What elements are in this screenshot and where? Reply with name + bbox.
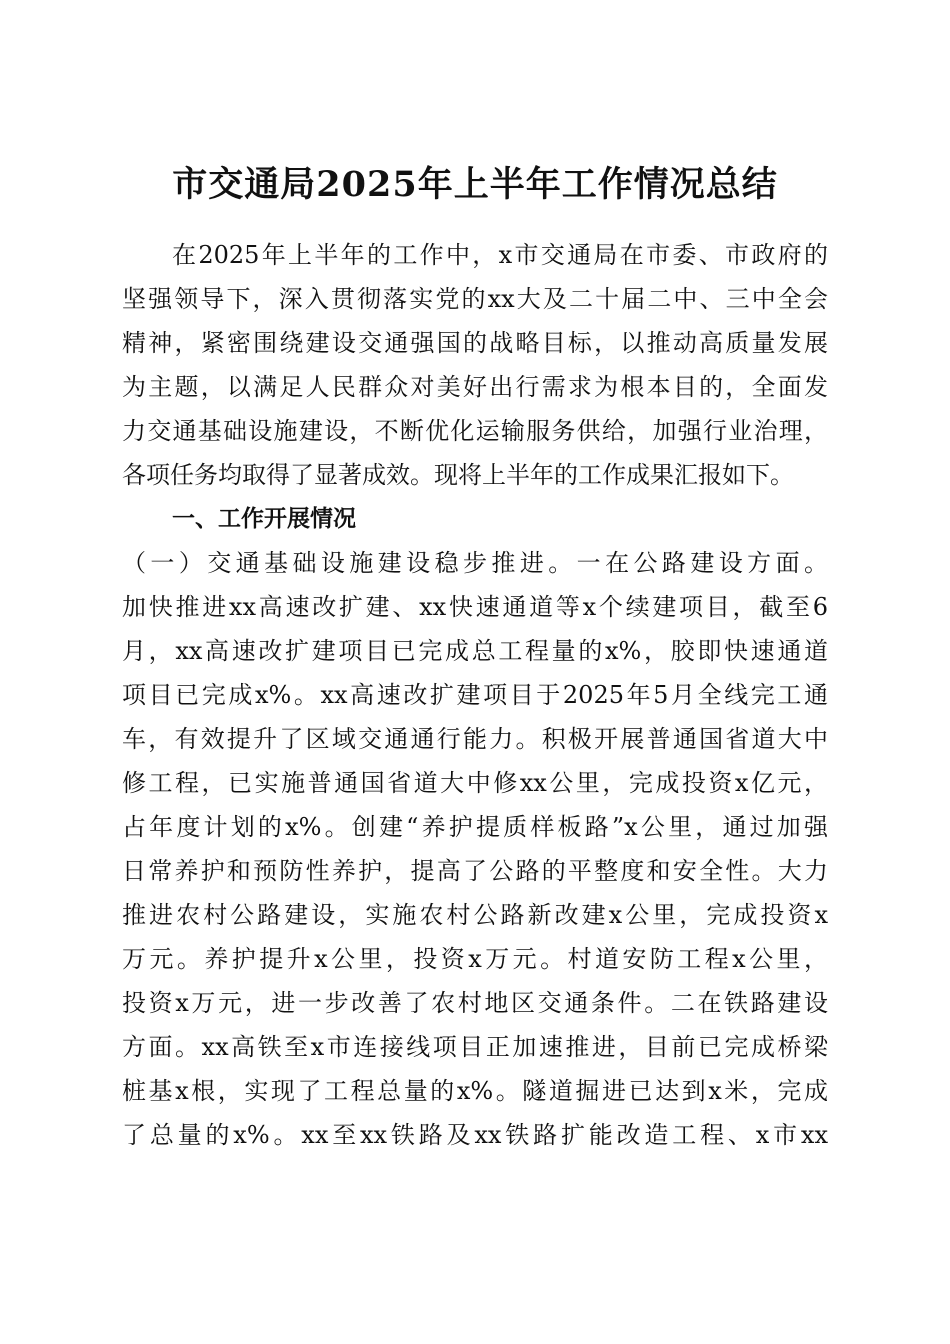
- paragraph-line: 加快推进xx高速改扩建、xx快速通道等x个续建项目，截至6: [122, 593, 828, 621]
- document-title: 市交通局2025年上半年工作情况总结: [172, 164, 778, 206]
- paragraph-line: 修工程，已实施普通国省道大中修xx公里，完成投资x亿元，: [122, 769, 828, 797]
- paragraph-line: 各项任务均取得了显著成效。现将上半年的工作成果汇报如下。: [122, 461, 794, 489]
- paragraph-line: 桩基x根，实现了工程总量的x%。隧道掘进已达到x米，完成: [122, 1077, 828, 1105]
- paragraph-line: 投资x万元，进一步改善了农村地区交通条件。二在铁路建设: [122, 989, 828, 1017]
- document-body: [122, 233, 828, 1157]
- paragraph-line: 了总量的x%。xx至xx铁路及xx铁路扩能改造工程、x市xx: [122, 1121, 828, 1149]
- paragraph-line: 精神，紧密围绕建设交通强国的战略目标，以推动高质量发展: [122, 329, 828, 357]
- section-heading: 一、工作开展情况: [172, 506, 356, 532]
- paragraph-line: 万元。养护提升x公里，投资x万元。村道安防工程x公里，: [122, 945, 828, 973]
- paragraph-line: （一）交通基础设施建设稳步推进。一在公路建设方面。: [122, 549, 828, 577]
- paragraph-line: 项目已完成x%。xx高速改扩建项目于2025年5月全线完工通: [122, 681, 828, 709]
- paragraph-line: 占年度计划的x%。创建“养护提质样板路”x公里，通过加强: [122, 813, 828, 841]
- paragraph-line: 方面。xx高铁至x市连接线项目正加速推进，目前已完成桥梁: [122, 1033, 828, 1061]
- paragraph-line: 力交通基础设施建设，不断优化运输服务供给，加强行业治理，: [122, 417, 828, 445]
- paragraph-line: 日常养护和预防性养护，提高了公路的平整度和安全性。大力: [122, 857, 828, 885]
- paragraph-line: 坚强领导下，深入贯彻落实党的xx大及二十届二中、三中全会: [122, 285, 828, 313]
- paragraph-line: 在2025年上半年的工作中，x市交通局在市委、市政府的: [172, 241, 828, 269]
- paragraph-line: 车，有效提升了区域交通通行能力。积极开展普通国省道大中: [122, 725, 828, 753]
- paragraph-line: 推进农村公路建设，实施农村公路新改建x公里，完成投资x: [122, 901, 828, 929]
- paragraph-line: 为主题，以满足人民群众对美好出行需求为根本目的，全面发: [122, 373, 828, 401]
- paragraph-line: 月，xx高速改扩建项目已完成总工程量的x%，胶即快速通道: [122, 637, 828, 665]
